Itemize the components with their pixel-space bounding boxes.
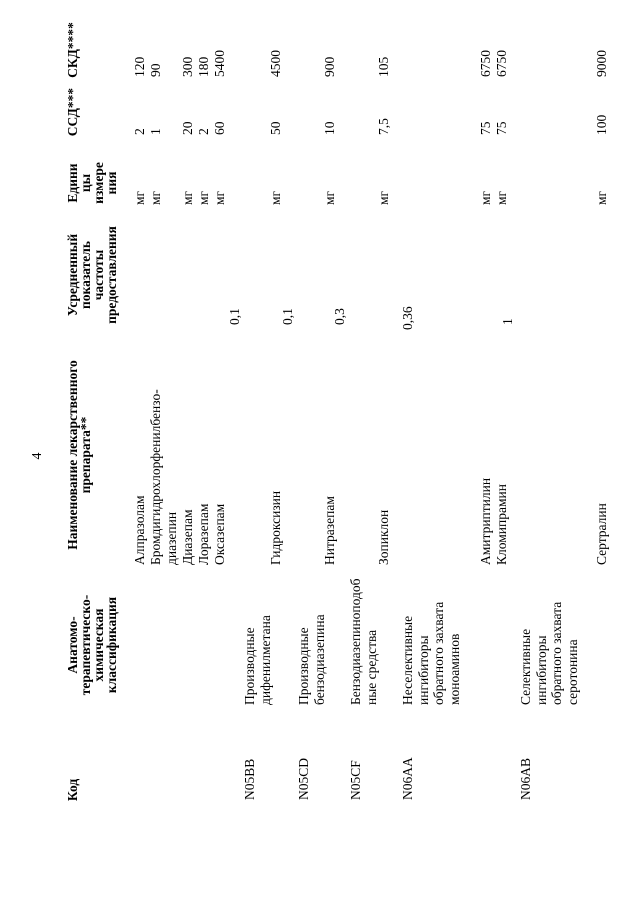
frequency: 1 <box>500 318 515 325</box>
drug-unit: мг <box>494 190 509 205</box>
header-code: Код <box>65 778 80 802</box>
drug-skd: 6750 <box>478 50 493 77</box>
drug-ssd: 2 <box>132 128 147 135</box>
atc-code: N06AA <box>400 757 415 800</box>
drug-unit: мг <box>148 190 163 205</box>
drug-name: Нитразепам <box>322 496 337 565</box>
drug-unit: мг <box>180 190 195 205</box>
atc-class: Производные бензодиазепина <box>296 614 327 705</box>
drug-name: Зопиклон <box>376 509 391 565</box>
drug-skd: 9000 <box>594 50 609 77</box>
header-skd: СКД**** <box>65 22 80 78</box>
header-drug-name: Наименование лекарственного препарата** <box>65 360 93 550</box>
drug-name: Алпразолам <box>132 495 147 565</box>
drug-name: диазепин <box>164 511 179 565</box>
drug-ssd: 100 <box>594 114 609 135</box>
drug-name: Оксазепам <box>212 503 227 565</box>
drug-ssd: 10 <box>322 121 337 135</box>
drug-unit: мг <box>376 190 391 205</box>
drug-ssd: 60 <box>212 121 227 135</box>
drug-name: Амитриптилин <box>478 477 493 565</box>
frequency: 0,36 <box>400 306 415 330</box>
atc-code: N05CF <box>348 760 363 800</box>
drug-ssd: 75 <box>478 121 493 135</box>
drug-ssd: 2 <box>196 128 211 135</box>
drug-skd: 105 <box>376 56 391 77</box>
drug-name: Диазепам <box>180 509 195 565</box>
drug-name: Кломипрамин <box>494 484 509 565</box>
atc-code: N05BB <box>242 758 257 800</box>
drug-ssd: 50 <box>268 121 283 135</box>
atc-class: Селективные ингибиторы обратного захвата серотонина <box>518 601 580 705</box>
header-ssd: ССД*** <box>65 87 80 137</box>
frequency: 0,1 <box>280 308 295 325</box>
drug-unit: мг <box>594 190 609 205</box>
drug-skd: 900 <box>322 56 337 77</box>
header-frequency: Усредненный показатель частоты предоставления <box>65 226 119 324</box>
drug-skd: 300 <box>180 56 195 77</box>
drug-ssd: 7,5 <box>376 118 391 135</box>
drug-skd: 180 <box>196 56 211 77</box>
atc-class: Неселективные ингибиторы обратного захвата моноаминов <box>400 601 462 705</box>
atc-code: N06AB <box>518 757 533 800</box>
drug-unit: мг <box>132 190 147 205</box>
drug-skd: 6750 <box>494 50 509 77</box>
header-atc: Анатомо- терапевтическо- химическая классификация <box>65 594 119 696</box>
drug-ssd: 1 <box>148 128 163 135</box>
drug-unit: мг <box>212 190 227 205</box>
atc-class: Производные дифенилметана <box>242 615 273 705</box>
drug-unit: мг <box>478 190 493 205</box>
drug-ssd: 75 <box>494 121 509 135</box>
drug-ssd: 20 <box>180 121 195 135</box>
page-number: 4 <box>30 452 45 460</box>
frequency: 0,3 <box>332 308 347 325</box>
header-unit: Едини цы измере ния <box>65 162 119 204</box>
drug-name: Бромдигидрохлорфенилбензо- <box>148 389 163 565</box>
atc-class: Бензодиазепиноподобные средства <box>348 578 379 705</box>
drug-table <box>62 22 622 885</box>
drug-skd: 4500 <box>268 50 283 77</box>
drug-skd: 90 <box>148 63 163 77</box>
drug-name: Лоразепам <box>196 503 211 565</box>
atc-code: N05CD <box>296 757 311 800</box>
drug-name: Сертралин <box>594 503 609 565</box>
drug-skd: 120 <box>132 56 147 77</box>
frequency: 0,1 <box>227 308 242 325</box>
drug-name: Гидроксизин <box>268 490 283 565</box>
drug-unit: мг <box>268 190 283 205</box>
drug-skd: 5400 <box>212 50 227 77</box>
drug-unit: мг <box>322 190 337 205</box>
drug-unit: мг <box>196 190 211 205</box>
